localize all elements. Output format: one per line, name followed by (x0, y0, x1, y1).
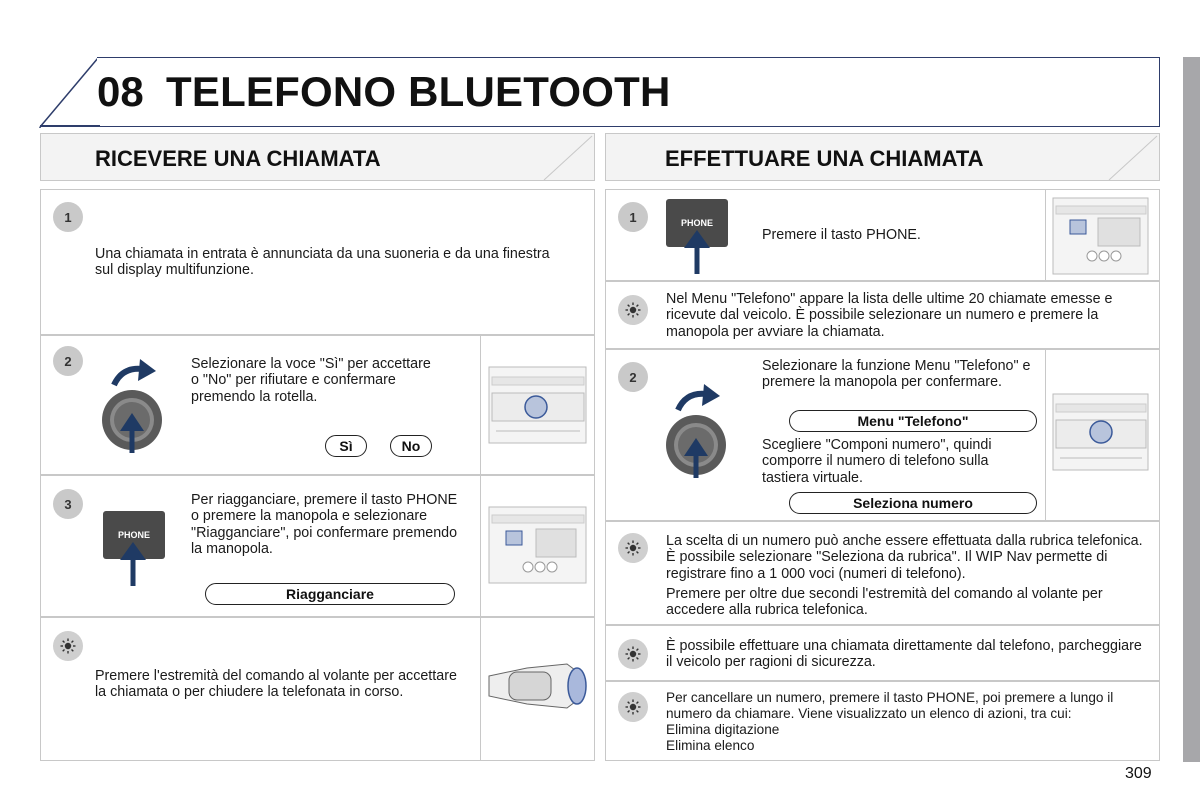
right-section-title: EFFETTUARE UNA CHIAMATA (665, 146, 984, 171)
control-panel-illustration (1052, 392, 1150, 472)
call-tip2-text1: La scelta di un numero può anche essere effettuata dalla rubrica telefonica. È possibile selezionare "Seleziona da rubrica". Il WIP Nav permette di registrare fino a 1 000 voci (numeri di telefono). (666, 533, 1143, 582)
menu-telefono-option[interactable]: Menu "Telefono" (789, 410, 1037, 432)
no-option[interactable]: No (390, 435, 432, 457)
column-divider (480, 335, 481, 475)
chapter-title: TELEFONO BLUETOOTH (166, 68, 671, 115)
receive-step2-text: Selezionare la voce "Sì" per accettare o "No" per rifiutare e confermare premendo la rotella. (191, 356, 431, 405)
header-underline (40, 125, 100, 127)
list-item: Elimina elenco (666, 738, 755, 753)
phone-key-icon: PHONE (103, 511, 165, 559)
column-divider (1045, 189, 1046, 281)
step-badge: 3 (53, 489, 83, 519)
call-tip2-text2: Premere per oltre due secondi l'estremità del comando al volante per accedere alla rubrica telefonica. (666, 586, 1103, 619)
list-item: Elimina digitazione (666, 722, 780, 737)
yes-option[interactable]: Sì (325, 435, 367, 457)
step-badge: 1 (53, 202, 83, 232)
hang-up-option[interactable]: Riagganciare (205, 583, 455, 605)
tip-icon (53, 631, 83, 661)
control-panel-phone-illustration (488, 505, 588, 585)
step-badge: 2 (618, 362, 648, 392)
control-panel-illustration (488, 365, 588, 445)
tip-icon (618, 639, 648, 669)
press-arrow-icon (117, 540, 149, 588)
control-panel-phone-illustration (1052, 196, 1150, 276)
receive-tip-text: Premere l'estremità del comando al volante per accettare la chiamata o per chiudere la telefonata in corso. (95, 668, 457, 701)
receive-step1-text: Una chiamata in entrata è annunciata da una suoneria e da una finestra sul display multifunzione. (95, 246, 550, 279)
call-step2-text1: Selezionare la funzione Menu "Telefono" e premere la manopola per confermare. (762, 358, 1031, 391)
step-badge: 1 (618, 202, 648, 232)
tip-icon (618, 533, 648, 563)
left-section-title: RICEVERE UNA CHIAMATA (95, 146, 381, 171)
receive-step3-text: Per riagganciare, premere il tasto PHONE o premere la manopola e selezionare "Riagganciare", poi confermare premendo la manopola. (191, 492, 458, 558)
rotary-knob-icon (100, 355, 170, 460)
rotary-knob-icon (664, 380, 734, 485)
phone-key-icon: PHONE (666, 199, 728, 247)
tip-icon (618, 295, 648, 325)
call-step2-text2: Scegliere "Componi numero", quindi comporre il numero di telefono sulla tastiera virtuale. (762, 437, 992, 486)
press-arrow-icon (681, 228, 713, 276)
header-slash-decoration (1099, 134, 1159, 182)
call-tip3-text: È possibile effettuare una chiamata direttamente dal telefono, parcheggiare il veicolo per ragioni di sicurezza. (666, 638, 1142, 671)
column-divider (1045, 349, 1046, 521)
step-badge: 2 (53, 346, 83, 376)
page-number: 309 (1125, 765, 1152, 782)
header-slash-decoration (534, 134, 594, 182)
chapter-number: 08 (97, 68, 144, 115)
call-tip1-text: Nel Menu "Telefono" appare la lista delle ultime 20 chiamate emesse e ricevute dal veicolo. È possibile selezionare un numero e premere la manopola per avviare la chiamata. (666, 291, 1113, 340)
tip-icon (618, 692, 648, 722)
column-divider (480, 475, 481, 617)
seleziona-numero-option[interactable]: Seleziona numero (789, 492, 1037, 514)
call-step1-text: Premere il tasto PHONE. (762, 227, 921, 243)
call-tip4-text: Per cancellare un numero, premere il tasto PHONE, poi premere a lungo il numero da chiamare. Viene visualizzato un elenco di azioni, tra cui: (666, 690, 1114, 721)
steering-control-illustration (487, 650, 587, 715)
column-divider (480, 617, 481, 761)
side-tab (1183, 57, 1200, 762)
